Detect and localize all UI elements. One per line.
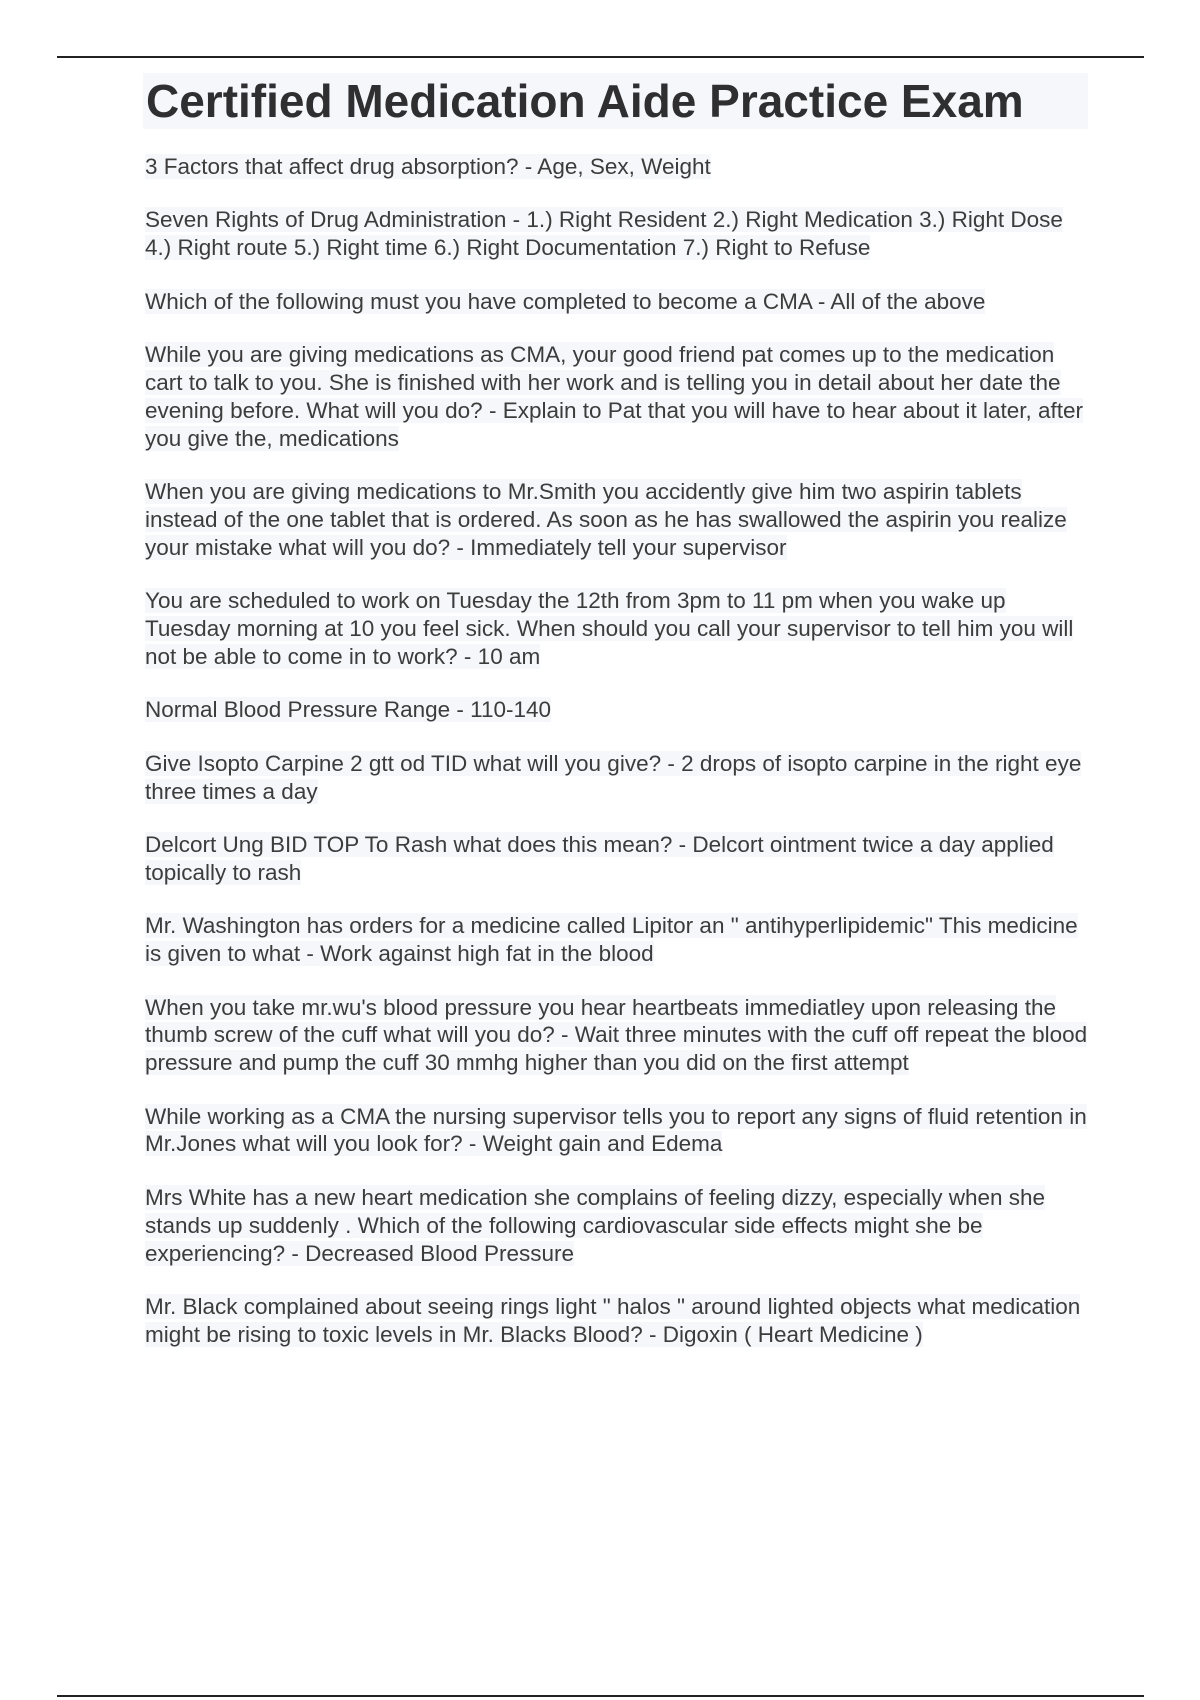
qa-list — [145, 153, 1090, 1374]
qa-entry — [145, 696, 1090, 724]
qa-entry — [145, 587, 1090, 670]
qa-entry — [145, 288, 1090, 316]
qa-entry — [145, 478, 1090, 561]
qa-entry-text: 3 Factors that affect drug absorption? - Age, Sex, Weight — [145, 154, 711, 179]
qa-entry — [145, 912, 1090, 968]
qa-entry — [145, 1103, 1090, 1159]
qa-entry-text: Mr. Washington has orders for a medicine called Lipitor an " antihyperlipidemic" This medicine is given to what - Work against high fat in the blood — [145, 913, 1078, 967]
qa-entry-text: While working as a CMA the nursing supervisor tells you to report any signs of fluid retention in Mr.Jones what will you look for? - Weight gain and Edema — [145, 1103, 1087, 1157]
qa-entry — [145, 1184, 1090, 1267]
qa-entry — [145, 206, 1090, 262]
qa-entry-text: Delcort Ung BID TOP To Rash what does this mean? - Delcort ointment twice a day applied topically to rash — [145, 832, 1054, 885]
qa-entry-text: Seven Rights of Drug Administration - 1.) Right Resident 2.) Right Medication 3.) Right Dose 4.) Right route 5.) Right time 6.) Right Documentation 7.) Right to Refuse — [145, 207, 1063, 261]
qa-entry-text: Mrs White has a new heart medication she complains of feeling dizzy, especially when she stands up suddenly . Which of the following cardiovascular side effects might she be experiencing? - Decreased Blood Pressure — [145, 1184, 1046, 1266]
page-title: Certified Medication Aide Practice Exam — [143, 73, 1088, 129]
qa-entry — [145, 341, 1090, 452]
qa-entry-text: When you are giving medications to Mr.Smith you accidently give him two aspirin tablets instead of the one tablet that is ordered. As soon as he has swallowed the aspirin you realize your mistake what will you do? - Immediately tell your supervisor — [145, 479, 1067, 560]
qa-entry-text: While you are giving medications as CMA, your good friend pat comes up to the medication cart to talk to you. She is finished with her work and is telling you in detail about her date the evening before. What will you do? - Explain to Pat that you will have to hear about it later, after you give the, medications — [145, 342, 1084, 451]
qa-entry — [145, 153, 1090, 181]
qa-entry — [145, 750, 1090, 806]
bottom-divider — [57, 1695, 1144, 1697]
qa-entry-text: When you take mr.wu's blood pressure you hear heartbeats immediatley upon releasing the thumb screw of the cuff what will you do? - Wait three minutes with the cuff off repeat the blood pressure and pump the cuff 30 mmhg higher than you did on the first attempt — [145, 994, 1088, 1076]
qa-entry-text: You are scheduled to work on Tuesday the 12th from 3pm to 11 pm when you wake up Tuesday morning at 10 you feel sick. When should you call your supervisor to tell him you will not be able to come in to work? - 10 am — [145, 588, 1074, 669]
top-divider — [57, 56, 1144, 58]
qa-entry — [145, 1293, 1090, 1349]
qa-entry — [145, 994, 1090, 1077]
qa-entry-text: Give Isopto Carpine 2 gtt od TID what will you give? - 2 drops of isopto carpine in the right eye three times a day — [145, 750, 1082, 804]
qa-entry-text: Mr. Black complained about seeing rings light " halos " around lighted objects what medication might be rising to toxic levels in Mr. Blacks Blood? - Digoxin ( Heart Medicine ) — [145, 1294, 1081, 1347]
qa-entry-text: Normal Blood Pressure Range - 110-140 — [145, 697, 552, 723]
qa-entry — [145, 831, 1090, 887]
qa-entry-text: Which of the following must you have completed to become a CMA - All of the above — [145, 288, 986, 314]
